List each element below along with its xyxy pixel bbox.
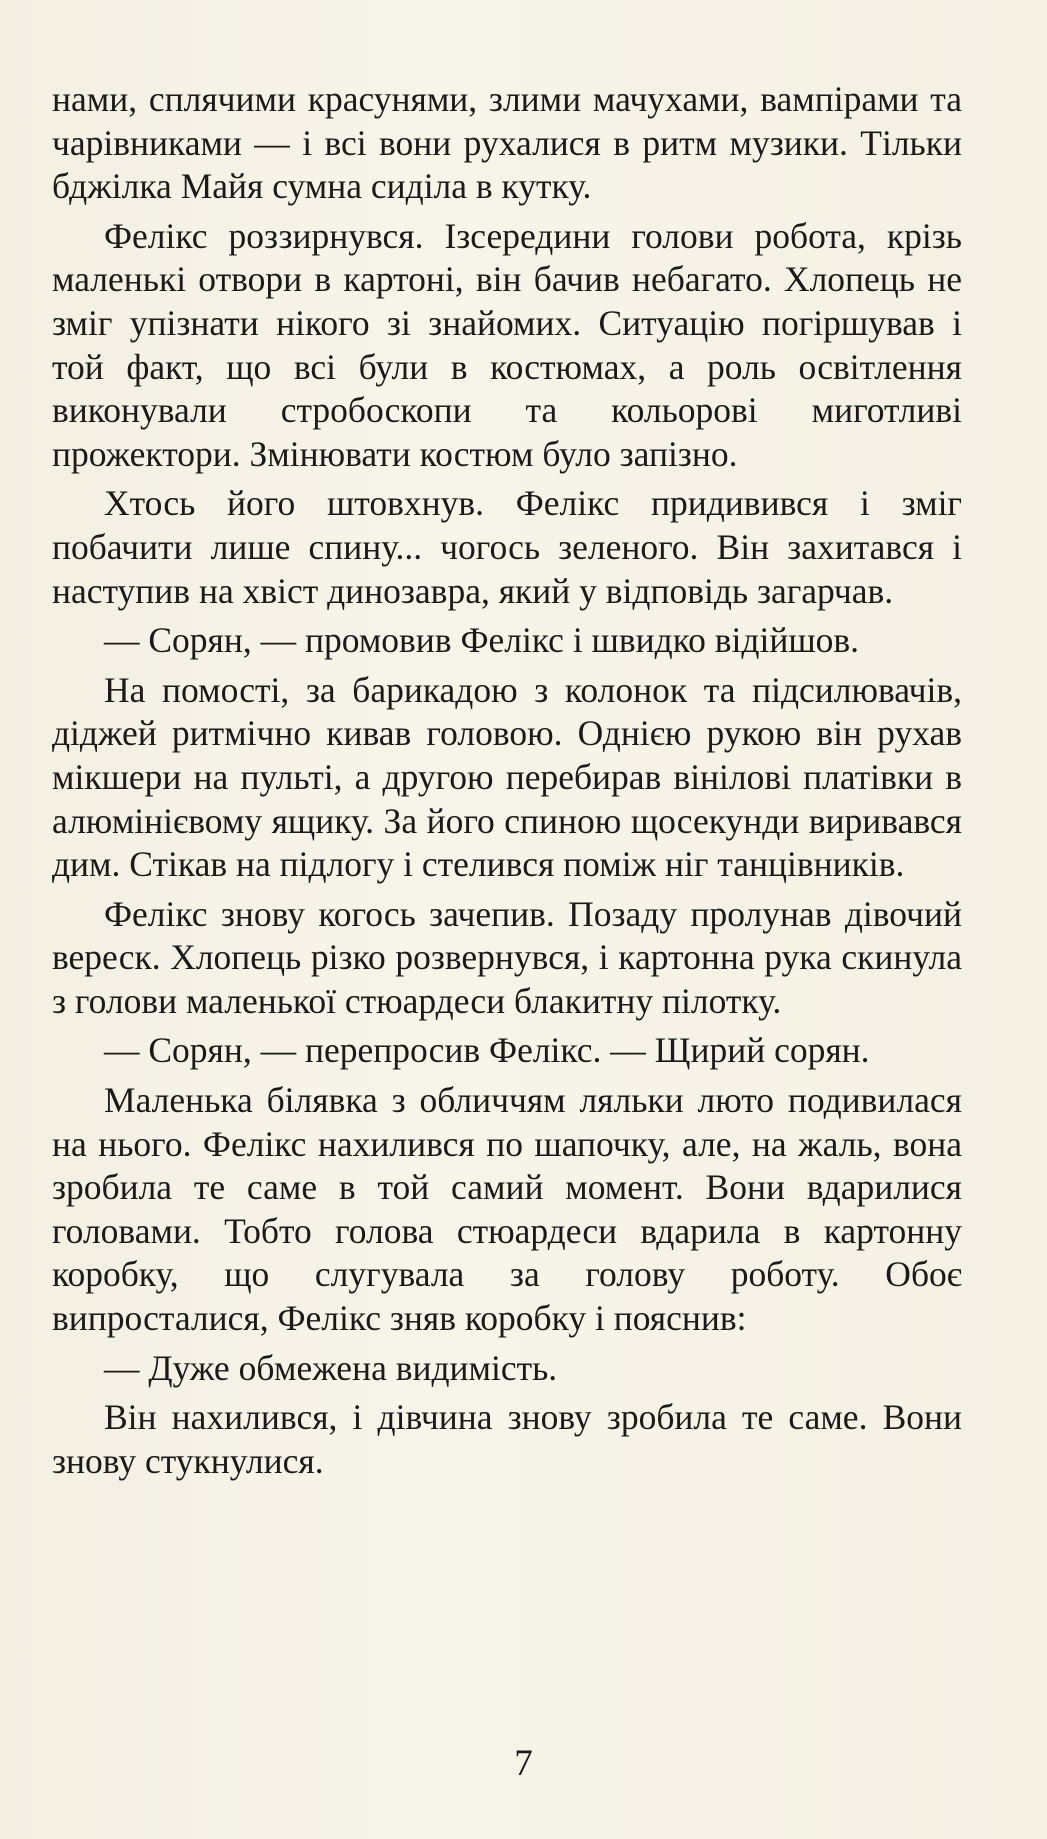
paragraph-7: — Сорян, — перепросив Фелікс. — Щирий сорян. [104, 1030, 870, 1071]
paragraph-3: Хтось його штовхнув. Фелікс придивився і зміг побачити лише спину... чогось зеленого. Він захитався і наступив на хвіст динозавра, який у відповідь загарчав. [52, 483, 962, 611]
paragraph-5: На помості, за барикадою з колонок та підсилювачів, діджей ритмічно кивав головою. Однією рукою він рухав мікшери на пульті, а другою перебирав вінілові платівки в алюмінієвому ящику. За його спиною щосекунди виривався дим. Стікав на підлогу і стелився поміж ніг танцівників. [52, 669, 962, 885]
page-number: 7 [514, 1743, 533, 1784]
paragraph-10: Він нахилився, і дівчина знову зробила те саме. Вони знову стукнулися. [52, 1397, 962, 1481]
paragraph-4: — Сорян, — промовив Фелікс і швидко відійшов. [104, 620, 860, 661]
page-text [52, 78, 962, 1483]
paragraph-2: Фелікс роззирнувся. Ізсередини голови робота, крізь маленькі отвори в картоні, він бачив небагато. Хлопець не зміг упізнати нікого зі знайомих. Ситуацію погіршував і той факт, що всі були в костюмах, а роль освітлення виконували стробоскопи та кольорові миготливі прожектори. Змінювати костюм було запізно. [52, 215, 962, 474]
paragraph-9: — Дуже обмежена видимість. [104, 1347, 558, 1388]
paragraph-1: нами, сплячими красунями, злими мачухами, вампірами та чарівниками — і всі вони рухалися в ритм музики. Тільки бджілка Майя сумна сиділа в кутку. [52, 79, 962, 207]
paragraph-6: Фелікс знову когось зачепив. Позаду пролунав дівочий вереск. Хлопець різко розвернувся, і картонна рука скинула з голови маленької стюардеси блакитну пілотку. [52, 893, 962, 1021]
paragraph-8: Маленька білявка з обличчям ляльки люто подивилася на нього. Фелікс нахилився по шапочку, але, на жаль, вона зробила те саме в той самий момент. Вони вдарилися головами. Тобто голова стюардеси вдарила в картонну коробку, що слугувала за голову роботу. Обоє випросталися, Фелікс зняв коробку і пояснив: [52, 1080, 962, 1339]
